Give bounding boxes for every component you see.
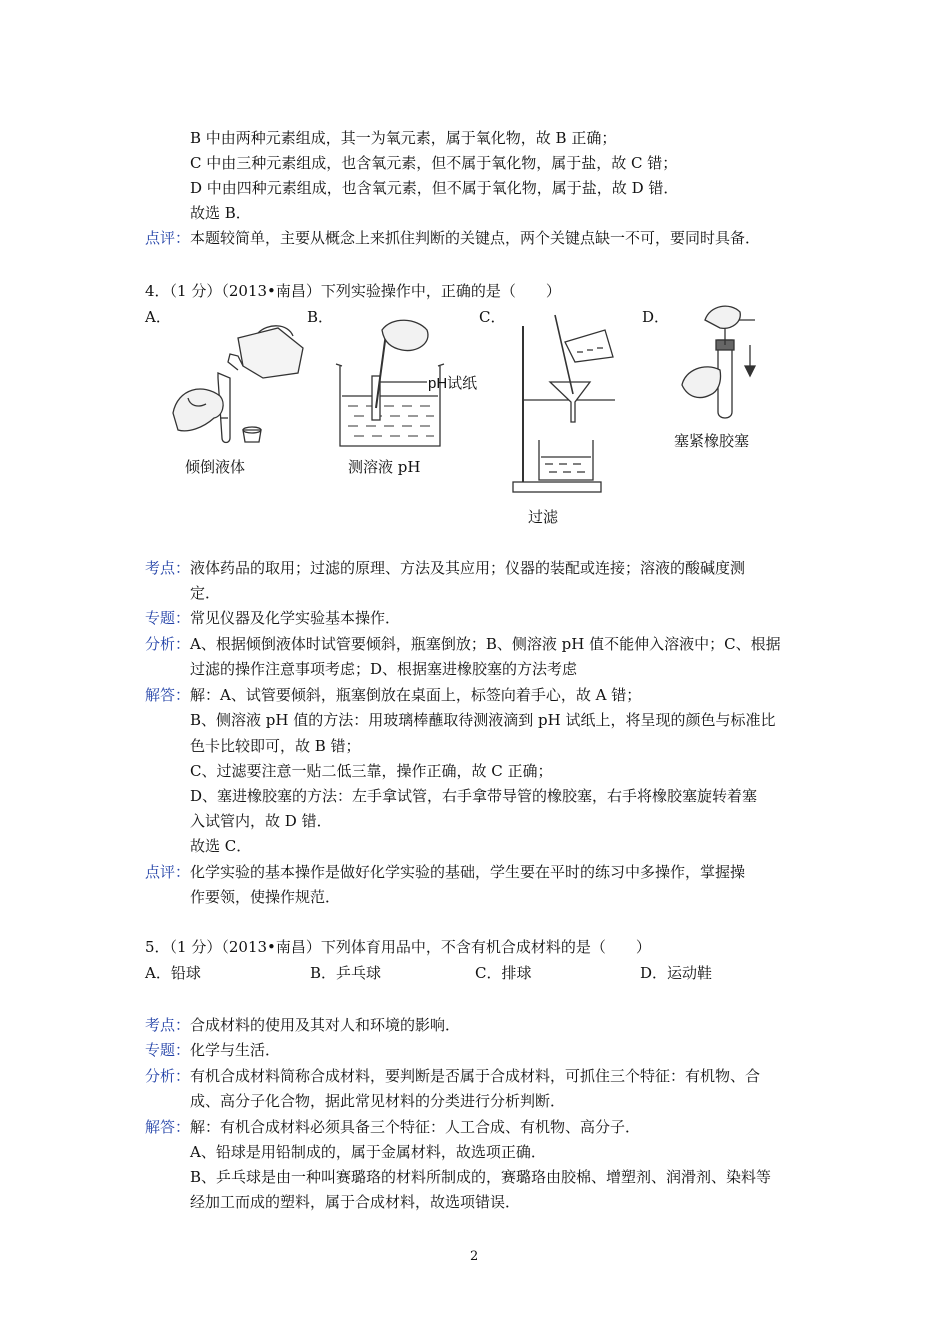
q5-kaodian: 考点：合成材料的使用及其对人和环境的影响． <box>145 1016 461 1034</box>
q5-jieda-line-4: 经加工而成的塑料，属于合成材料，故选项错误． <box>190 1193 521 1211</box>
ph-test-figure <box>332 318 487 450</box>
q5-jieda-line-1: 解答：解：有机合成材料必须具备三个特征：人工合成、有机物、高分子． <box>145 1118 641 1136</box>
q5-jieda-line-3: B、乒乓球是由一种叫赛璐珞的材料所制成的，赛璐珞由胶棉、增塑剂、润滑剂、染料等 <box>190 1168 772 1186</box>
q5-option-b: B．乒乓球 <box>310 964 382 982</box>
page-number: 2 <box>470 1249 479 1264</box>
q4-jieda-line-2: B、侧溶液 pH 值的方法：用玻璃棒蘸取待测液滴到 pH 试纸上，将呈现的颜色与标准比 <box>190 711 776 729</box>
q4-zhuanti: 专题：常见仪器及化学实验基本操作． <box>145 609 401 627</box>
filtration-figure <box>505 312 623 496</box>
fenxi-label: 分析： <box>145 635 191 653</box>
q4-jieda-line-3: 色卡比较即可，故 B 错； <box>190 737 361 755</box>
q5-zhuanti: 专题：化学与生活． <box>145 1041 281 1059</box>
q5-option-d: D．运动鞋 <box>640 964 713 982</box>
jieda-label: 解答： <box>145 1118 191 1136</box>
q4-kaodian-line-1: 考点：液体药品的取用；过滤的原理、方法及其应用；仪器的装配或连接；溶液的酸碱度测 <box>145 559 746 577</box>
q4-jieda-line-7: 故选 C． <box>190 837 252 855</box>
q5-option-a: A．铅球 <box>145 964 201 982</box>
q4-option-d-letter: D． <box>642 308 670 326</box>
q3-comment <box>145 228 760 248</box>
q4-caption-c: 过滤 <box>528 508 559 526</box>
zhuanti-label: 专题： <box>145 609 191 627</box>
q3-line-d: D 中由四种元素组成，也含氧元素，但不属于氧化物，属于盐，故 D 错． <box>190 179 679 197</box>
q4-jieda-line-1: 解答：解：A、试管要倾斜，瓶塞倒放在桌面上，标签向着手心，故 A 错； <box>145 686 642 704</box>
zhuanti-label: 专题： <box>145 1041 191 1059</box>
q4-stem: 4．（1 分）（2013•南昌）下列实验操作中，正确的是（ ） <box>145 282 561 300</box>
comment-text: 本题较简单，主要从概念上来抓住判断的关键点，两个关键点缺一不可，要同时具备． <box>190 229 761 247</box>
kaodian-label: 考点： <box>145 1016 191 1034</box>
q4-caption-b: 测溶液 pH <box>348 458 421 476</box>
q4-jieda-line-4: C、过滤要注意一贴二低三靠，操作正确，故 C 正确； <box>190 762 553 780</box>
comment-label: 点评： <box>145 229 191 247</box>
q3-answer: 故选 B． <box>190 204 251 222</box>
q5-fenxi-line-2: 成、高分子化合物，据此常见材料的分类进行分析判断． <box>190 1092 566 1110</box>
q4-caption-a: 倾倒液体 <box>185 458 246 476</box>
q5-stem: 5．（1 分）（2013•南昌）下列体育用品中，不含有机合成材料的是（ ） <box>145 938 651 956</box>
q4-jieda-line-6: 入试管内，故 D 错． <box>190 812 332 830</box>
q4-fenxi-line-1: 分析：A、根据倾倒液体时试管要倾斜，瓶塞倒放；B、侧溶液 pH 值不能伸入溶液中；C、根据 <box>145 635 781 653</box>
dianping-label: 点评： <box>145 863 191 881</box>
q5-fenxi-line-1: 分析：有机合成材料简称合成材料，要判断是否属于合成材料，可抓住三个特征：有机物、合 <box>145 1067 761 1085</box>
q3-line-c: C 中由三种元素组成，也含氧元素，但不属于氧化物，属于盐，故 C 错； <box>190 154 678 172</box>
q3-line-b: B 中由两种元素组成，其一为氧元素，属于氧化物，故 B 正确； <box>190 129 617 147</box>
q4-jieda-line-5: D、塞进橡胶塞的方法：左手拿试管，右手拿带导管的橡胶塞，右手将橡胶塞旋转着塞 <box>190 787 758 805</box>
kaodian-label: 考点： <box>145 559 191 577</box>
fenxi-label: 分析： <box>145 1067 191 1085</box>
q4-fenxi-line-2: 过滤的操作注意事项考虑；D、根据塞进橡胶塞的方法考虑 <box>190 660 578 678</box>
jieda-label: 解答： <box>145 686 191 704</box>
q4-kaodian-line-2: 定． <box>190 584 221 602</box>
q5-option-c: C．排球 <box>475 964 532 982</box>
q4-option-b-letter: B． <box>307 308 334 326</box>
pouring-liquid-figure <box>168 318 308 448</box>
q4-dianping-line-1: 点评：化学实验的基本操作是做好化学实验的基础，学生要在平时的练习中多操作，掌握操 <box>145 863 746 881</box>
q5-jieda-line-2: A、铅球是用铅制成的，属于金属材料，故选项正确． <box>190 1143 546 1161</box>
ph-paper-label: pH试纸 <box>428 375 478 392</box>
q4-dianping-line-2: 作要领，使操作规范． <box>190 888 341 906</box>
q4-option-c-letter: C． <box>479 308 506 326</box>
q4-option-a-letter: A． <box>145 308 171 326</box>
stopper-figure <box>670 300 780 422</box>
q4-caption-d: 塞紧橡胶塞 <box>674 432 750 450</box>
